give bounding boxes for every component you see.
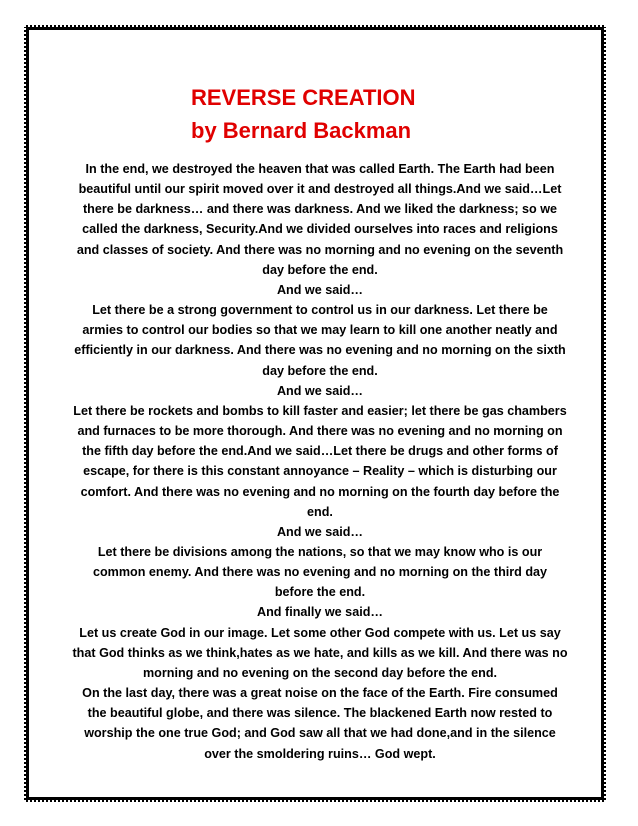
paragraph: Let there be a strong government to control us in our darkness. Let there be armies to control our bodies so that we may learn to kill one another neatly and efficiently in our darkness. And there was no evening and no morning on the sixth day before the end.: [74, 303, 566, 378]
paragraph-refrain: And we said…: [276, 524, 364, 539]
paragraph-refrain: And finally we said…: [257, 605, 383, 620]
paragraph-refrain: And we said…: [276, 282, 364, 297]
paragraph-refrain: And we said…: [276, 383, 364, 398]
paragraph: On the last day, there was a great noise on the face of the Earth. Fire consumed the beautiful globe, and there was silence. The blackened Earth now rested to worship the one true God; and God saw all that we had done,and in the silence over the smoldering ruins… God wept.: [82, 686, 558, 761]
paragraph: Let there be rockets and bombs to kill faster and easier; let there be gas chambers and furnaces to be more thorough. And there was no evening and no morning on the fifth day before the end.And we said…Let there be drugs and other forms of escape, for there is this constant annoyance – Reality – which is disturbing our comfort. And there was no evening and no morning on the fourth day before the end.: [73, 403, 567, 519]
document-author: by Bernard Backman: [191, 118, 412, 143]
poem-body: [72, 159, 568, 764]
paragraph: Let there be divisions among the nations, so that we may know who is our common enemy. And there was no evening and no morning on the third day before the end.: [92, 544, 548, 600]
paragraph: In the end, we destroyed the heaven that was called Earth. The Earth had been beautiful until our spirit moved over it and destroyed all things.And we said…Let there be darkness… and there was darkness. And we liked the darkness; so we called the darkness, Security.And we divided ourselves into races and religions and classes of society. And there was no morning and no evening on the seventh day before the end.: [76, 162, 564, 277]
document-title: REVERSE CREATION: [191, 85, 416, 110]
title-block: [191, 81, 416, 147]
paragraph: Let us create God in our image. Let some other God compete with us. Let us say that God thinks as we think,hates as we hate, and kills as we kill. And there was no morning and no evening on the second day before the end.: [72, 625, 568, 680]
